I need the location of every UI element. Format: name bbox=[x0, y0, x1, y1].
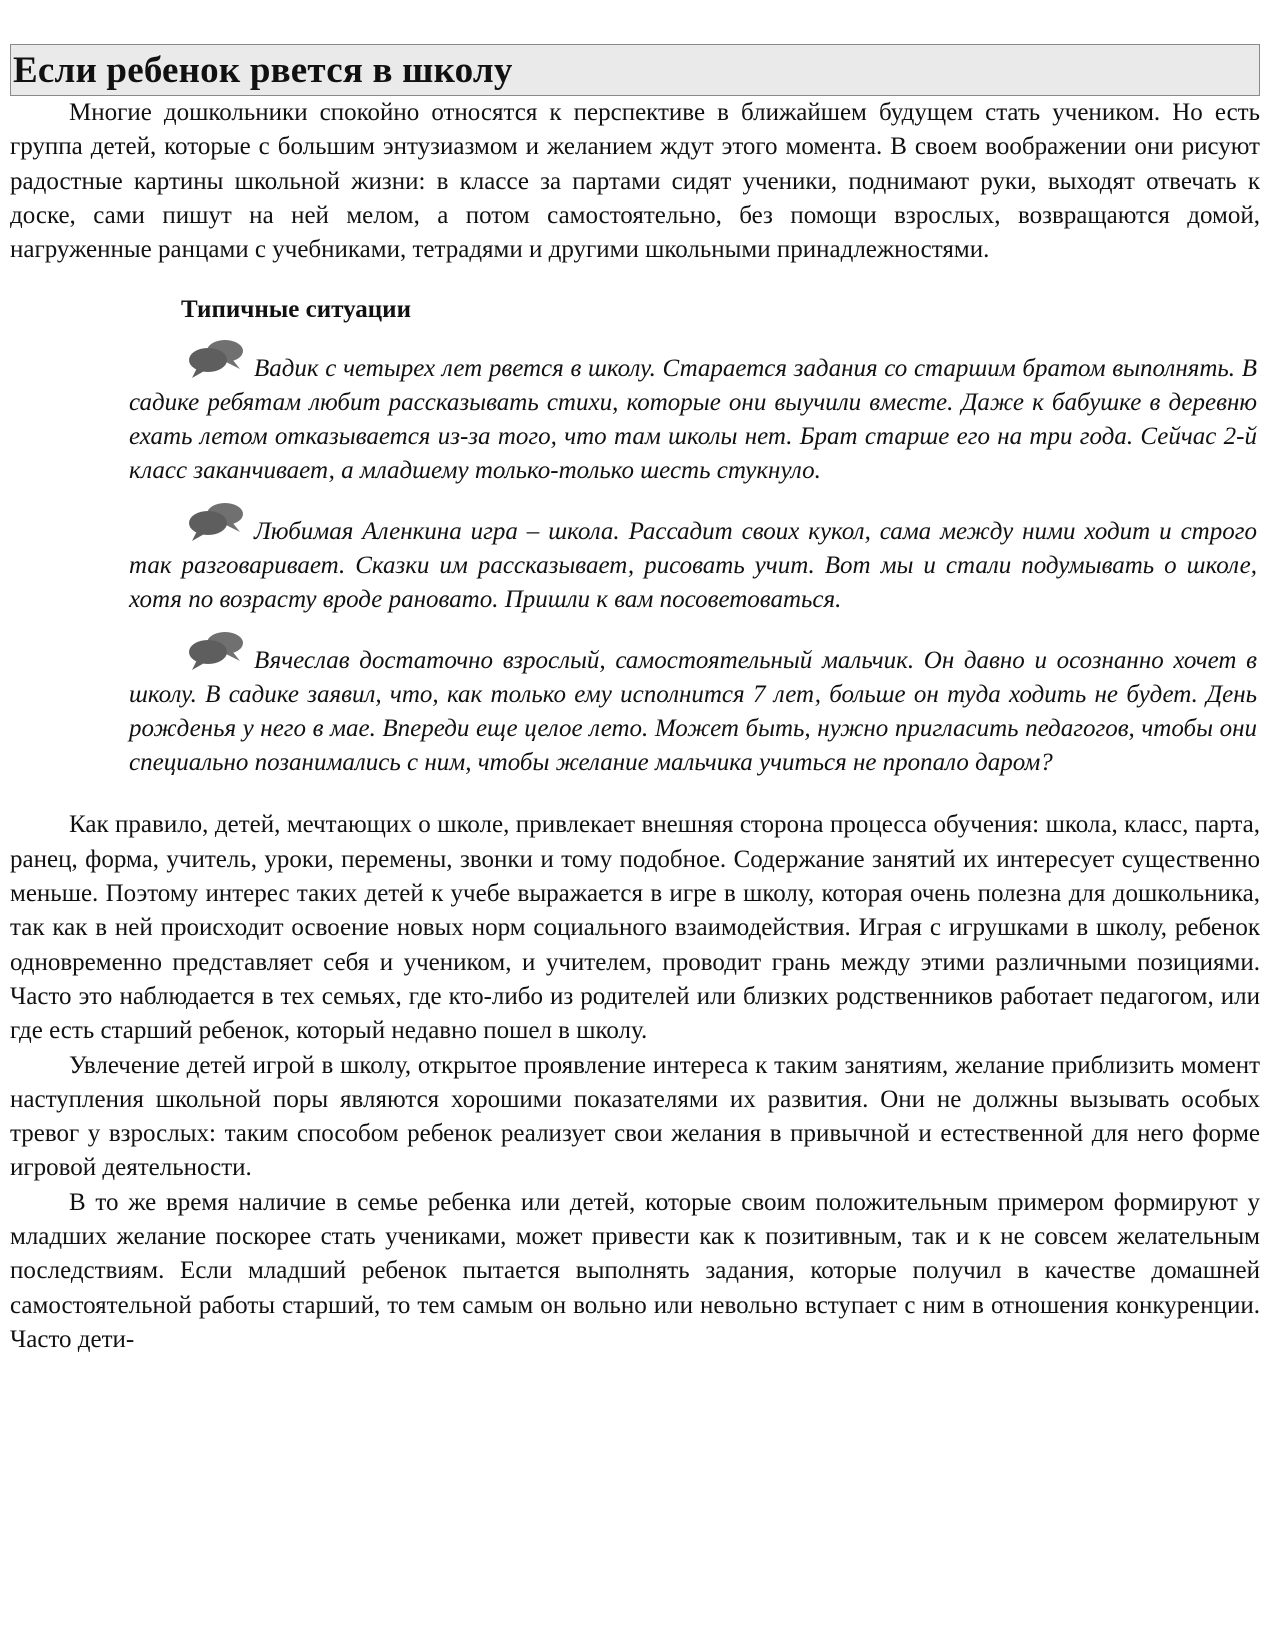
body-paragraph: Увлечение детей игрой в школу, открытое проявление интереса к таким занятиям, желание приблизить момент наступления школьной поры являются хорошими показателями их развития. Они не должны вызывать особых тревог у взрослых: таким способом ребенок реализует свои желания в привычной и естественной для него форме игровой деятельности. bbox=[10, 1051, 1260, 1182]
section-heading: Типичные ситуации bbox=[181, 296, 411, 324]
situation-item bbox=[129, 644, 1257, 780]
situations-list bbox=[129, 352, 1257, 780]
page-title: Если ребенок рвется в школу bbox=[13, 49, 513, 91]
speech-bubbles-icon bbox=[188, 644, 250, 678]
situation-text: Любимая Аленкина игра – школа. Рассадит своих кукол, сама между ними ходит и строго так разговаривает. Сказки им рассказывает, рисовать учит. Вот мы и стали подумывать о школе, хотя по возрасту вроде рановато. Пришли к вам посоветоваться. bbox=[129, 518, 1257, 614]
body-section bbox=[10, 808, 1260, 1357]
body-paragraph: В то же время наличие в семье ребенка или детей, которые своим положительным примером формируют у младших желание поскорее стать учениками, может привести как к позитивным, так и к не совсем желательным последствиям. Если младший ребенок пытается выполнять задания, которые получил в качестве домашней самостоятельной работы старший, то тем самым он вольно или невольно вступает с ним в отношения конкуренции. Часто дети- bbox=[10, 1188, 1260, 1353]
situation-text: Вадик с четырех лет рвется в школу. Старается задания со старшим братом выполнять. В садике ребятам любит рассказывать стихи, которые они выучили вместе. Даже к бабушке в деревню ехать летом отказывается из-за того, что там школы нет. Брат старше его на три года. Сейчас 2-й класс заканчивает, а младшему только-только шесть стукнуло. bbox=[129, 355, 1257, 485]
document-page bbox=[10, 44, 1260, 1357]
situation-item bbox=[129, 352, 1257, 488]
situation-item bbox=[129, 515, 1257, 617]
body-paragraph: Как правило, детей, мечтающих о школе, привлекает внешняя сторона процесса обучения: школа, класс, парта, ранец, форма, учитель, уроки, перемены, звонки и тому подобное. Содержание занятий их интересует существенно меньше. Поэтому интерес таких детей к учебе выражается в игре в школу, которая очень полезна для дошкольника, так как в ней происходит освоение новых норм социального взаимодействия. Играя с игрушками в школу, ребенок одновременно представляет себя и учеником, и учителем, проводит грань между этими различными позициями. Часто это наблюдается в тех семьях, где кто-либо из родителей или близких родственников работает педагогом, или где есть старший ребенок, который недавно пошел в школу. bbox=[10, 811, 1260, 1045]
situation-text: Вячеслав достаточно взрослый, самостоятельный мальчик. Он давно и осознанно хочет в школу. В садике заявил, что, как только ему исполнится 7 лет, больше он туда ходить не будет. День рожденья у него в мае. Впереди еще целое лето. Может быть, нужно пригласить педагогов, чтобы они специально позанимались с ним, чтобы желание мальчика учиться не пропало даром? bbox=[129, 647, 1257, 777]
speech-bubbles-icon bbox=[188, 352, 250, 386]
speech-bubbles-icon bbox=[188, 515, 250, 549]
title-bar bbox=[10, 44, 1260, 96]
intro-paragraph: Многие дошкольники спокойно относятся к перспективе в ближайшем будущем стать учеником. Но есть группа детей, которые с большим энтузиазмом и желанием ждут этого момента. В своем воображении они рисуют радостные картины школьной жизни: в классе за партами сидят ученики, поднимают руки, выходят отвечать к доске, сами пишут на ней мелом, а потом самостоятельно, без помощи взрослых, возвращаются домой, нагруженные ранцами с учебниками, тетрадями и другими школьными принадлежностями. bbox=[10, 99, 1260, 264]
